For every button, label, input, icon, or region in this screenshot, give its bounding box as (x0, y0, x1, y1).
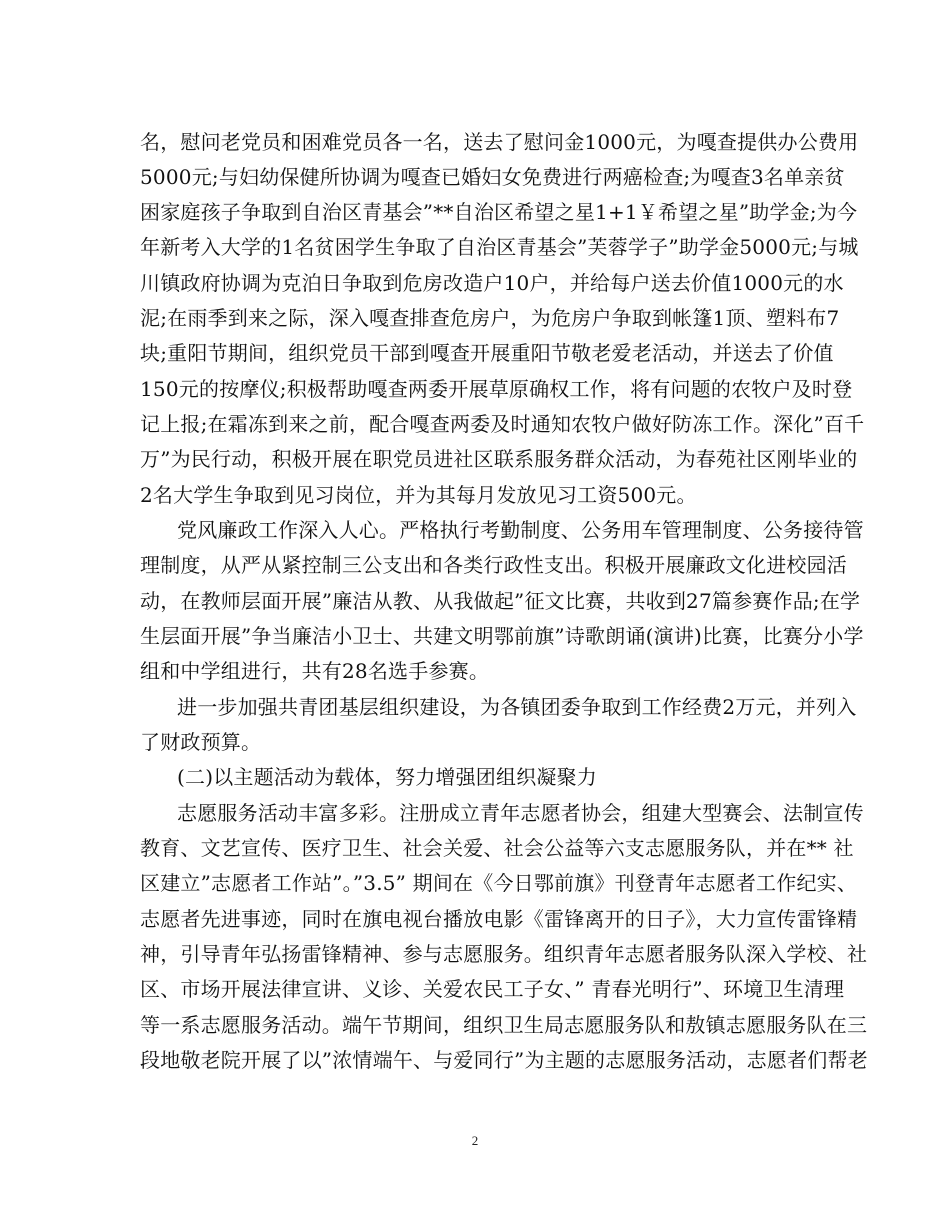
text-line: 区、市场开展法律宣讲、义诊、关爱农民工子女、” 青春光明行”、环境卫生清理 (140, 977, 845, 1001)
text-line: 150元的按摩仪;积极帮助嘎查两委开展草原确权工作，将有问题的农牧户及时登 (140, 377, 853, 401)
paragraph-start-line: 进一步加强共青团基层组织建设，为各镇团委争取到工作经费2万元，并列入 (177, 695, 857, 719)
text-line: 年新考入大学的1名贫困学生争取了自治区青基会”芙蓉学子”助学金5000元;与城 (140, 235, 859, 259)
text-line: 困家庭孩子争取到自治区青基会”**自治区希望之星1+1￥希望之星”助学金;为今 (140, 200, 858, 224)
text-line: 神，引导青年弘扬雷锋精神、参与志愿服务。组织青年志愿者服务队深入学校、社 (140, 942, 868, 966)
page-number: 2 (471, 1133, 479, 1148)
paragraph-start-line: 志愿服务活动丰富多彩。注册成立青年志愿者协会，组建大型赛会、法制宣传 (177, 801, 864, 825)
text-line: 块;重阳节期间，组织党员干部到嘎查开展重阳节敬老爱老活动，并送去了价值 (140, 341, 834, 365)
text-line: 等一系志愿服务活动。端午节期间，组织卫生局志愿服务队和敖镇志愿服务队在三 (140, 1013, 868, 1037)
text-line: 段地敬老院开展了以”浓情端午、与爱同行”为主题的志愿服务活动，志愿者们帮老 (140, 1048, 868, 1072)
text-line: 志愿者先进事迹，同时在旗电视台播放电影《雷锋离开的日子》，大力宣传雷锋精 (140, 907, 858, 931)
text-line: 理制度，从严从紧控制三公支出和各类行政性支出。积极开展廉政文化进校园活 (140, 553, 847, 577)
text-line: 记上报;在霜冻到来之前，配合嘎查两委及时通知农牧户做好防冻工作。深化”百千 (140, 412, 865, 436)
text-line: 教育、文艺宣传、医疗卫生、社会关爱、社会公益等六支志愿服务队，并在** 社 (140, 836, 854, 860)
text-line: 万”为民行动，积极开展在职党员进社区联系服务群众活动，为春苑社区刚毕业的 (140, 447, 858, 471)
text-line: 了财政预算。 (140, 730, 262, 754)
text-line: 区建立”志愿者工作站”。”3.5” 期间在《今日鄂前旗》刊登青年志愿者工作纪实、 (140, 871, 858, 895)
text-line: 生层面开展”争当廉洁小卫士、共建文明鄂前旗”诗歌朗诵(演讲)比赛，比赛分小学 (140, 624, 864, 648)
text-line: 名，慰问老党员和困难党员各一名，送去了慰问金1000元，为嘎查提供办公费用 (140, 130, 859, 154)
text-line: 泥;在雨季到来之际，深入嘎查排查危房户，为危房户争取到帐篷1顶、塑料布7 (140, 306, 840, 330)
text-line: 组和中学组进行，共有28名选手参赛。 (140, 659, 490, 683)
text-line: 5000元;与妇幼保健所协调为嘎查已婚妇女免费进行两癌检查;为嘎查3名单亲贫 (140, 165, 845, 189)
text-line: 动，在教师层面开展”廉洁从教、从我做起”征文比赛，共收到27篇参赛作品;在学 (140, 589, 861, 613)
paragraph-start-line: 党风廉政工作深入人心。严格执行考勤制度、公务用车管理制度、公务接待管 (177, 518, 864, 542)
section-heading: (二)以主题活动为载体，努力增强团组织凝聚力 (177, 765, 598, 789)
text-line: 2名大学生争取到见习岗位，并为其每月发放见习工资500元。 (140, 483, 697, 507)
text-line: 川镇政府协调为克泊日争取到危房改造户10户，并给每户送去价值1000元的水 (140, 271, 844, 295)
